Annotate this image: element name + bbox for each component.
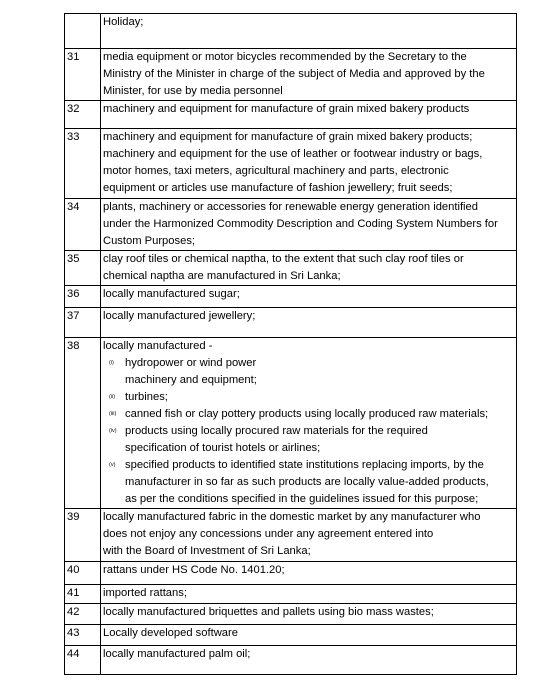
description-line: under the Harmonized Commodity Description and Coding System Numbers for: [103, 218, 498, 230]
sub-item: [103, 355, 513, 389]
description-line: Custom Purposes;: [103, 235, 196, 247]
sub-item-line: hydropower or wind power: [125, 357, 257, 369]
table-body: [65, 14, 517, 675]
item-number: 43: [65, 625, 101, 646]
sub-item-line: specified products to identified state institutions replacing imports, by the: [125, 459, 484, 471]
table-row: [65, 604, 517, 625]
item-number: [65, 14, 101, 49]
table-row: [65, 129, 517, 199]
description-line: locally manufactured jewellery;: [103, 310, 256, 322]
description-line: chemical naptha are manufactured in Sri Lanka;: [103, 270, 341, 282]
item-description: [101, 646, 517, 675]
item-description: [101, 604, 517, 625]
item-number: 35: [65, 251, 101, 286]
sub-item-line: products using locally procured raw materials for the required: [125, 425, 428, 437]
description-line: clay roof tiles or chemical naptha, to the extent that such clay roof tiles or: [103, 253, 464, 265]
table-row: [65, 338, 517, 509]
table-row: [65, 286, 517, 308]
item-description: [101, 286, 517, 308]
description-line: Minister, for use by media personnel: [103, 85, 283, 97]
description-line: locally manufactured palm oil;: [103, 648, 251, 660]
sub-item-marker: (iii): [109, 411, 117, 417]
item-description: [101, 338, 517, 509]
description-line: imported rattans;: [103, 587, 187, 599]
item-number: 32: [65, 101, 101, 129]
item-description: [101, 251, 517, 286]
table-row: [65, 199, 517, 251]
description-line: motor homes, taxi meters, agricultural machinery and parts, electronic: [103, 165, 449, 177]
table-row: [65, 49, 517, 101]
description-line: locally manufactured fabric in the domestic market by any manufacturer who: [103, 511, 481, 523]
sub-item-marker: (v): [109, 462, 116, 468]
table-row: [65, 308, 517, 338]
sub-item-line: as per the conditions specified in the guidelines issued for this purpose;: [125, 493, 479, 505]
table-row: [65, 14, 517, 49]
description-line: machinery and equipment for manufacture of grain mixed bakery products: [103, 103, 470, 115]
description-line: with the Board of Investment of Sri Lanka;: [103, 545, 311, 557]
item-description: [101, 14, 517, 49]
table-row: [65, 646, 517, 675]
sub-item-line: turbines;: [125, 391, 168, 403]
sub-item-line: machinery and equipment;: [125, 374, 257, 386]
table-row: [65, 625, 517, 646]
description-line: machinery and equipment for the use of leather or footwear industry or bags,: [103, 148, 483, 160]
sub-item-marker: (iv): [109, 428, 117, 434]
item-description: [101, 129, 517, 199]
item-number: 41: [65, 585, 101, 604]
item-description: [101, 308, 517, 338]
sub-item-line: specification of tourist hotels or airlines;: [125, 442, 321, 454]
item-description: [101, 101, 517, 129]
sub-item-line: manufacturer in so far as such products are locally value-added products,: [125, 476, 489, 488]
item-number: 33: [65, 129, 101, 199]
item-description: [101, 625, 517, 646]
table-row: [65, 251, 517, 286]
description-line: Ministry of the Minister in charge of the subject of Media and approved by the: [103, 68, 485, 80]
item-number: 40: [65, 562, 101, 585]
table-row: [65, 101, 517, 129]
item-description: [101, 585, 517, 604]
item-description: [101, 49, 517, 101]
sub-item-marker: (i): [109, 360, 114, 366]
item-number: 39: [65, 509, 101, 562]
sub-item: [103, 457, 513, 508]
description-line: media equipment or motor bicycles recommended by the Secretary to the: [103, 51, 467, 63]
table-row: [65, 562, 517, 585]
description-line: equipment or articles use manufacture of fashion jewellery; fruit seeds;: [103, 182, 453, 194]
item-number: 37: [65, 308, 101, 338]
description-line: locally manufactured briquettes and pallets using bio mass wastes;: [103, 606, 434, 618]
item-number: 36: [65, 286, 101, 308]
description-line: plants, machinery or accessories for renewable energy generation identified: [103, 201, 478, 213]
exemptions-table: [64, 13, 517, 675]
item-number: 34: [65, 199, 101, 251]
sub-item-line: canned fish or clay pottery products using locally produced raw materials;: [125, 408, 489, 420]
table-row: [65, 585, 517, 604]
description-line: locally manufactured sugar;: [103, 288, 240, 300]
description-line: Locally developed software: [103, 627, 238, 639]
item-number: 44: [65, 646, 101, 675]
description-line: machinery and equipment for manufacture of grain mixed bakery products;: [103, 131, 473, 143]
item-description: [101, 199, 517, 251]
description-line: does not enjoy any concessions under any agreement entered into: [103, 528, 434, 540]
item-number: 38: [65, 338, 101, 509]
description-line: Holiday;: [103, 16, 144, 28]
description-line: rattans under HS Code No. 1401.20;: [103, 564, 285, 576]
item-number: 31: [65, 49, 101, 101]
item-description: [101, 562, 517, 585]
item-description: [101, 509, 517, 562]
sub-item-marker: (ii): [109, 394, 116, 400]
item-number: 42: [65, 604, 101, 625]
sub-item: [103, 389, 513, 406]
sub-item: [103, 406, 513, 423]
table-row: [65, 509, 517, 562]
sub-item: [103, 423, 513, 457]
description-line: locally manufactured -: [103, 340, 213, 352]
